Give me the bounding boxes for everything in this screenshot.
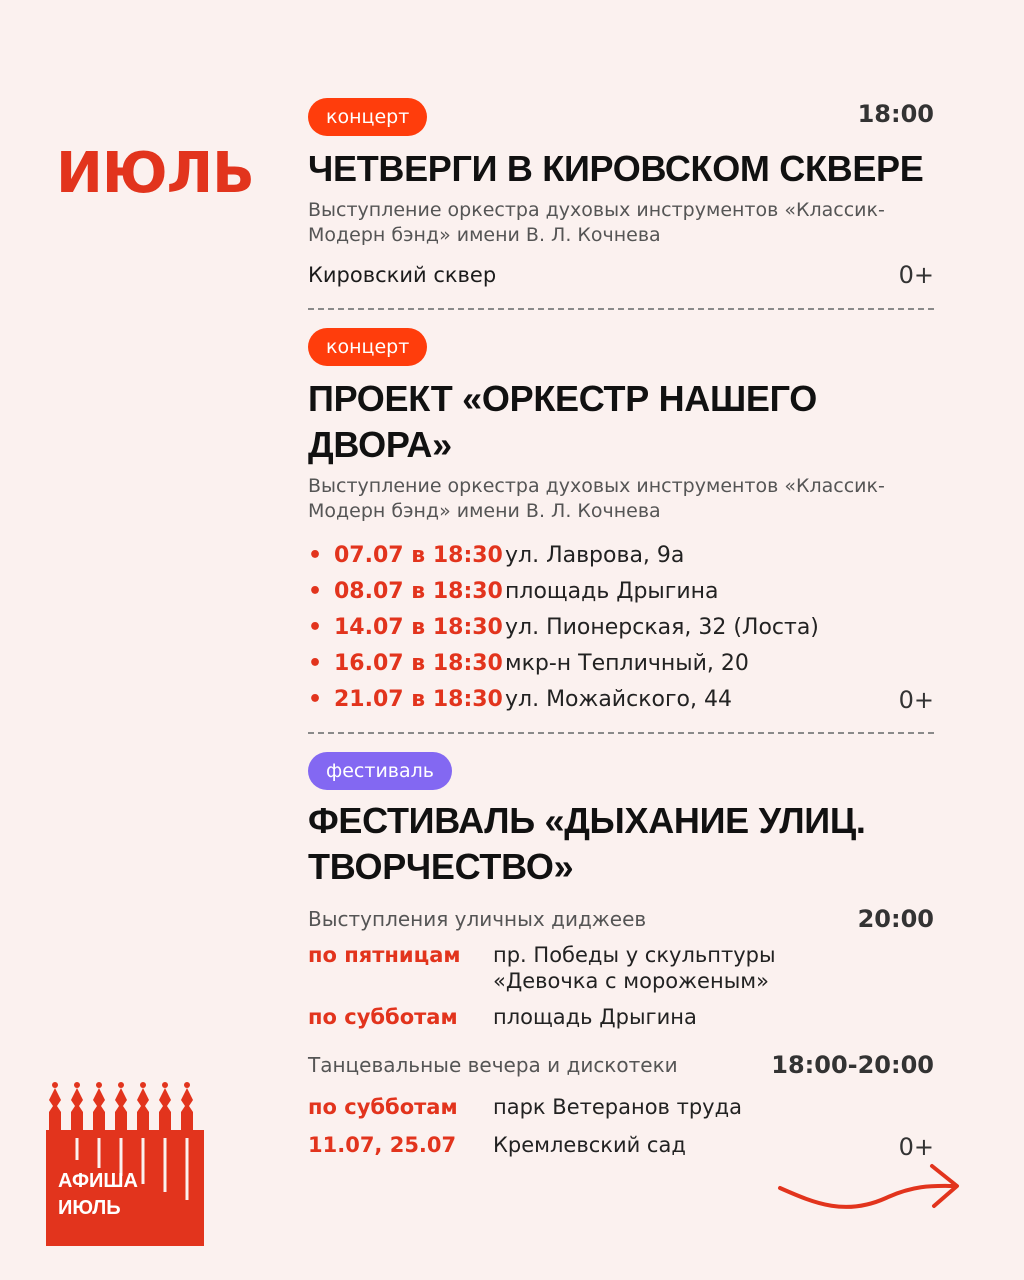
schedule-item: [308, 682, 934, 718]
section-name: Танцевальные вечера и дискотеки: [308, 1053, 678, 1077]
schedule-item: [308, 646, 934, 682]
entry-where: Кремлевский сад: [493, 1133, 686, 1157]
entry-when: по пятницам: [308, 943, 461, 967]
category-tag: концерт: [308, 328, 427, 366]
logo-line: АФИША: [58, 1170, 138, 1192]
entry-when: по субботам: [308, 1005, 458, 1029]
dashed-divider: [308, 308, 934, 310]
schedule-item: [308, 574, 934, 610]
event-festival: [308, 752, 934, 1161]
entry-where: [493, 942, 934, 994]
event-place: Кировский сквер: [308, 263, 497, 287]
schedule-place: ул. Можайского, 44: [505, 687, 732, 712]
event-kirov-square: [308, 98, 934, 290]
schedule-datetime: 21.07 в 18:30: [334, 687, 503, 712]
schedule-datetime: 16.07 в 18:30: [334, 651, 503, 676]
section-entry: [308, 1004, 934, 1030]
section-entry: [308, 1094, 934, 1120]
entry-where-line: пр. Победы у скульптуры: [493, 943, 776, 967]
entry-when: по субботам: [308, 1095, 458, 1119]
dashed-divider: [308, 732, 934, 734]
arrow-right-icon[interactable]: [776, 1156, 966, 1220]
event-title: ПРОЕКТ «ОРКЕСТР НАШЕГО ДВОРА»: [308, 378, 817, 465]
festival-section: [308, 1050, 934, 1080]
age-rating: 0+: [898, 1133, 934, 1161]
event-description: Выступление оркестра духовых инструментов «Классик-Модерн бэнд» имени В. Л. Кочнева: [308, 475, 885, 522]
schedule-place: мкр-н Тепличный, 20: [505, 651, 749, 676]
schedule-datetime: 14.07 в 18:30: [334, 615, 503, 640]
entry-when: 11.07, 25.07: [308, 1133, 457, 1157]
category-tag: концерт: [308, 98, 427, 136]
entry-where: площадь Дрыгина: [493, 1005, 697, 1029]
bullet: •: [308, 687, 323, 712]
bullet: •: [308, 579, 323, 604]
schedule-place: ул. Пионерская, 32 (Лоста): [505, 615, 819, 640]
age-rating: 0+: [898, 261, 934, 289]
month-title: ИЮЛЬ: [56, 141, 254, 206]
event-orchestra-yard: [308, 328, 934, 718]
event-place-row: [308, 260, 934, 290]
entry-where: парк Ветеранов труда: [493, 1095, 742, 1119]
schedule-datetime: 08.07 в 18:30: [334, 579, 503, 604]
event-title: ЧЕТВЕРГИ В КИРОВСКОМ СКВЕРЕ: [308, 148, 924, 189]
schedule-item: [308, 538, 934, 574]
schedule-place: площадь Дрыгина: [505, 579, 719, 604]
section-time: 18:00-20:00: [771, 1051, 934, 1079]
event-time: 18:00: [857, 100, 934, 128]
event-title-line: ФЕСТИВАЛЬ «ДЫХАНИЕ УЛИЦ.: [308, 800, 866, 841]
category-tag: фестиваль: [308, 752, 452, 790]
schedule-datetime: 07.07 в 18:30: [334, 543, 503, 568]
section-time: 20:00: [857, 905, 934, 933]
bullet: •: [308, 543, 323, 568]
logo-text: [58, 1168, 138, 1222]
festival-section: [308, 904, 934, 934]
bullet: •: [308, 615, 323, 640]
schedule-place: ул. Лаврова, 9а: [505, 543, 685, 568]
event-description: Выступление оркестра духовых инструментов «Классик-Модерн бэнд» имени В. Л. Кочнева: [308, 199, 885, 246]
section-name: Выступления уличных диджеев: [308, 907, 647, 931]
section-entry: [308, 942, 934, 994]
schedule-list: [308, 538, 934, 718]
bullet: •: [308, 651, 323, 676]
section-entry: [308, 1132, 934, 1161]
logo-line: ИЮЛЬ: [58, 1197, 121, 1219]
age-rating: 0+: [898, 686, 934, 714]
entry-where-line: «Девочка с мороженым»: [493, 969, 769, 993]
events-list: [308, 98, 934, 1161]
schedule-item: [308, 610, 934, 646]
event-title-line: ТВОРЧЕСТВО»: [308, 846, 574, 887]
event-title: [308, 798, 934, 890]
